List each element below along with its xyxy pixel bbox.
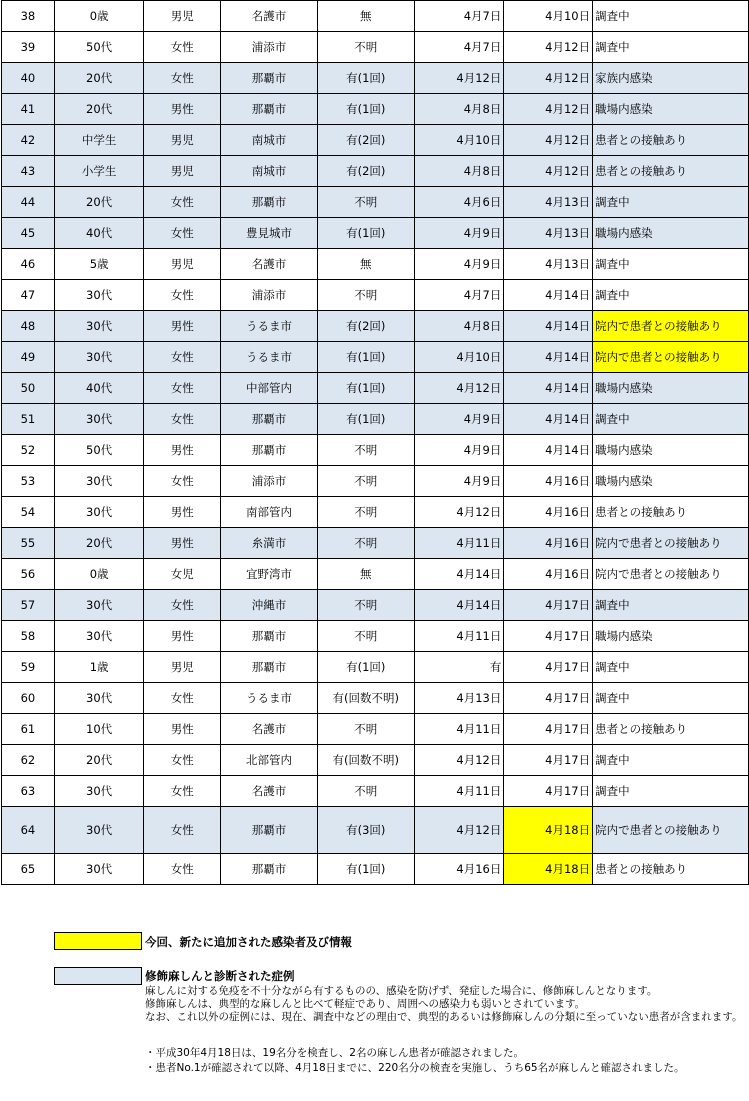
confirmed-date-cell: 4月12日 <box>504 156 593 187</box>
area-cell: 那覇市 <box>221 652 318 683</box>
age-cell: 30代 <box>54 776 144 807</box>
area-cell: 名護市 <box>221 714 318 745</box>
case-number: 51 <box>2 404 55 435</box>
infection-route-cell: 調査中 <box>593 249 749 280</box>
new-info-label: 今回、新たに追加された感染者及び情報 <box>145 935 352 949</box>
sex-cell: 男児 <box>144 249 221 280</box>
infection-route-cell: 職場内感染 <box>593 435 749 466</box>
area-cell: 那覇市 <box>221 621 318 652</box>
vaccination-cell: 有(1回) <box>317 342 414 373</box>
infection-route-cell: 患者との接触あり <box>593 125 749 156</box>
table-row <box>2 435 749 466</box>
vaccination-cell: 無 <box>317 1 414 32</box>
confirmed-date-cell: 4月10日 <box>504 1 593 32</box>
area-cell: 浦添市 <box>221 466 318 497</box>
confirmed-date-cell: 4月13日 <box>504 249 593 280</box>
area-cell: 糸満市 <box>221 528 318 559</box>
table-row <box>2 497 749 528</box>
onset-date-cell: 4月13日 <box>414 683 504 714</box>
age-cell: 50代 <box>54 435 144 466</box>
sex-cell: 女性 <box>144 745 221 776</box>
table-row <box>2 218 749 249</box>
confirmed-date-cell: 4月17日 <box>504 652 593 683</box>
sex-cell: 女性 <box>144 807 221 854</box>
table-row <box>2 249 749 280</box>
infection-route-cell: 職場内感染 <box>593 94 749 125</box>
area-cell: 名護市 <box>221 1 318 32</box>
infection-route-cell: 患者との接触あり <box>593 714 749 745</box>
table-row <box>2 528 749 559</box>
table-row <box>2 156 749 187</box>
case-number: 56 <box>2 559 55 590</box>
area-cell: 宜野湾市 <box>221 559 318 590</box>
vaccination-cell: 有(2回) <box>317 311 414 342</box>
sex-cell: 男児 <box>144 125 221 156</box>
age-cell: 20代 <box>54 63 144 94</box>
area-cell: 名護市 <box>221 776 318 807</box>
age-cell: 中学生 <box>54 125 144 156</box>
measles-note: なお、これ以外の症例には、現在、調査中などの理由で、典型的あるいは修飾麻しんの分類に至っていない患者が含まれます。 <box>145 1011 743 1023</box>
sex-cell: 男性 <box>144 311 221 342</box>
infection-route-cell: 家族内感染 <box>593 63 749 94</box>
case-number: 41 <box>2 94 55 125</box>
area-cell: 北部管内 <box>221 745 318 776</box>
vaccination-cell: 不明 <box>317 32 414 63</box>
confirmed-date-cell: 4月14日 <box>504 404 593 435</box>
confirmed-date-cell: 4月16日 <box>504 497 593 528</box>
confirmed-date-cell: 4月12日 <box>504 94 593 125</box>
onset-date-cell: 4月7日 <box>414 1 504 32</box>
area-cell: 中部管内 <box>221 373 318 404</box>
infection-route-cell: 調査中 <box>593 776 749 807</box>
age-cell: 30代 <box>54 280 144 311</box>
table-row <box>2 745 749 776</box>
area-cell: 那覇市 <box>221 854 318 885</box>
case-table-body <box>2 1 749 885</box>
case-number: 53 <box>2 466 55 497</box>
case-number: 45 <box>2 218 55 249</box>
table-row <box>2 466 749 497</box>
age-cell: 0歳 <box>54 1 144 32</box>
sex-cell: 男性 <box>144 497 221 528</box>
footnote: ・平成30年4月18日は、19名分を検査し、2名の麻しん患者が確認されました。 <box>145 1047 524 1059</box>
confirmed-date-cell: 4月14日 <box>504 342 593 373</box>
vaccination-cell: 有(1回) <box>317 63 414 94</box>
age-cell: 0歳 <box>54 559 144 590</box>
onset-date-cell: 4月7日 <box>414 32 504 63</box>
infection-route-cell: 調査中 <box>593 1 749 32</box>
table-row <box>2 404 749 435</box>
onset-date-cell: 4月9日 <box>414 435 504 466</box>
case-number: 61 <box>2 714 55 745</box>
vaccination-cell: 不明 <box>317 714 414 745</box>
onset-date-cell: 4月9日 <box>414 249 504 280</box>
table-row <box>2 652 749 683</box>
sex-cell: 女性 <box>144 342 221 373</box>
infection-route-cell: 調査中 <box>593 404 749 435</box>
area-cell: 那覇市 <box>221 94 318 125</box>
table-row <box>2 63 749 94</box>
confirmed-date-cell: 4月14日 <box>504 435 593 466</box>
sex-cell: 女性 <box>144 404 221 435</box>
confirmed-date-cell: 4月14日 <box>504 373 593 404</box>
onset-date-cell: 4月8日 <box>414 94 504 125</box>
confirmed-date-cell: 4月17日 <box>504 776 593 807</box>
table-row <box>2 280 749 311</box>
case-number: 46 <box>2 249 55 280</box>
area-cell: 那覇市 <box>221 63 318 94</box>
case-number: 44 <box>2 187 55 218</box>
onset-date-cell: 4月8日 <box>414 156 504 187</box>
onset-date-cell: 4月12日 <box>414 63 504 94</box>
onset-date-cell: 4月11日 <box>414 621 504 652</box>
onset-date-cell: 4月14日 <box>414 559 504 590</box>
infection-route-cell: 職場内感染 <box>593 373 749 404</box>
vaccination-cell: 有(2回) <box>317 156 414 187</box>
case-number: 38 <box>2 1 55 32</box>
sex-cell: 男児 <box>144 652 221 683</box>
area-cell: 那覇市 <box>221 435 318 466</box>
sex-cell: 女性 <box>144 590 221 621</box>
onset-date-cell: 有 <box>414 652 504 683</box>
area-cell: 那覇市 <box>221 807 318 854</box>
area-cell: 南部管内 <box>221 497 318 528</box>
measles-swatch <box>54 967 142 985</box>
confirmed-date-cell: 4月16日 <box>504 559 593 590</box>
age-cell: 30代 <box>54 590 144 621</box>
case-number: 47 <box>2 280 55 311</box>
case-number: 55 <box>2 528 55 559</box>
table-row <box>2 94 749 125</box>
age-cell: 30代 <box>54 466 144 497</box>
age-cell: 30代 <box>54 497 144 528</box>
table-row <box>2 125 749 156</box>
confirmed-date-cell: 4月12日 <box>504 32 593 63</box>
infection-route-cell: 患者との接触あり <box>593 156 749 187</box>
infection-route-cell: 調査中 <box>593 187 749 218</box>
table-row <box>2 373 749 404</box>
vaccination-cell: 無 <box>317 559 414 590</box>
onset-date-cell: 4月6日 <box>414 187 504 218</box>
confirmed-date-cell: 4月17日 <box>504 590 593 621</box>
table-row <box>2 32 749 63</box>
table-row <box>2 311 749 342</box>
age-cell: 40代 <box>54 373 144 404</box>
vaccination-cell: 有(2回) <box>317 125 414 156</box>
table-row <box>2 807 749 854</box>
case-number: 60 <box>2 683 55 714</box>
confirmed-date-cell: 4月17日 <box>504 714 593 745</box>
case-number: 40 <box>2 63 55 94</box>
case-number: 39 <box>2 32 55 63</box>
vaccination-cell: 不明 <box>317 776 414 807</box>
infection-route-cell: 院内で患者との接触あり <box>593 807 749 854</box>
infection-route-cell: 調査中 <box>593 590 749 621</box>
infection-route-cell: 患者との接触あり <box>593 497 749 528</box>
sex-cell: 女性 <box>144 218 221 249</box>
sex-cell: 男性 <box>144 435 221 466</box>
area-cell: 名護市 <box>221 249 318 280</box>
vaccination-cell: 有(1回) <box>317 218 414 249</box>
infection-route-cell: 院内で患者との接触あり <box>593 342 749 373</box>
sex-cell: 男児 <box>144 1 221 32</box>
table-row <box>2 590 749 621</box>
confirmed-date-cell: 4月14日 <box>504 311 593 342</box>
vaccination-cell: 有(1回) <box>317 404 414 435</box>
infection-route-cell: 院内で患者との接触あり <box>593 311 749 342</box>
onset-date-cell: 4月12日 <box>414 745 504 776</box>
sex-cell: 女性 <box>144 187 221 218</box>
confirmed-date-cell: 4月12日 <box>504 125 593 156</box>
age-cell: 20代 <box>54 94 144 125</box>
age-cell: 30代 <box>54 311 144 342</box>
area-cell: 南城市 <box>221 156 318 187</box>
infection-route-cell: 調査中 <box>593 745 749 776</box>
onset-date-cell: 4月7日 <box>414 280 504 311</box>
confirmed-date-cell: 4月16日 <box>504 528 593 559</box>
area-cell: うるま市 <box>221 311 318 342</box>
sex-cell: 男性 <box>144 621 221 652</box>
vaccination-cell: 有(回数不明) <box>317 683 414 714</box>
sex-cell: 女性 <box>144 854 221 885</box>
age-cell: 30代 <box>54 807 144 854</box>
onset-date-cell: 4月12日 <box>414 497 504 528</box>
age-cell: 30代 <box>54 854 144 885</box>
sex-cell: 女性 <box>144 776 221 807</box>
table-row <box>2 621 749 652</box>
case-number: 42 <box>2 125 55 156</box>
age-cell: 30代 <box>54 342 144 373</box>
area-cell: うるま市 <box>221 683 318 714</box>
case-number: 54 <box>2 497 55 528</box>
onset-date-cell: 4月14日 <box>414 590 504 621</box>
confirmed-date-cell: 4月14日 <box>504 280 593 311</box>
vaccination-cell: 有(1回) <box>317 854 414 885</box>
age-cell: 50代 <box>54 32 144 63</box>
sex-cell: 女性 <box>144 32 221 63</box>
age-cell: 20代 <box>54 745 144 776</box>
onset-date-cell: 4月10日 <box>414 125 504 156</box>
case-number: 62 <box>2 745 55 776</box>
sex-cell: 女性 <box>144 63 221 94</box>
age-cell: 40代 <box>54 218 144 249</box>
age-cell: 30代 <box>54 683 144 714</box>
infection-route-cell: 職場内感染 <box>593 466 749 497</box>
onset-date-cell: 4月12日 <box>414 373 504 404</box>
area-cell: 南城市 <box>221 125 318 156</box>
onset-date-cell: 4月12日 <box>414 807 504 854</box>
vaccination-cell: 有(回数不明) <box>317 745 414 776</box>
table-row <box>2 854 749 885</box>
table-row <box>2 683 749 714</box>
infection-route-cell: 院内で患者との接触あり <box>593 559 749 590</box>
area-cell: 沖縄市 <box>221 590 318 621</box>
vaccination-cell: 不明 <box>317 497 414 528</box>
infection-route-cell: 院内で患者との接触あり <box>593 528 749 559</box>
onset-date-cell: 4月9日 <box>414 466 504 497</box>
measles-label: 修飾麻しんと診断された症例 <box>145 969 295 983</box>
sex-cell: 女児 <box>144 559 221 590</box>
vaccination-cell: 不明 <box>317 621 414 652</box>
case-number: 48 <box>2 311 55 342</box>
age-cell: 5歳 <box>54 249 144 280</box>
case-number: 50 <box>2 373 55 404</box>
confirmed-date-cell: 4月17日 <box>504 745 593 776</box>
case-number: 49 <box>2 342 55 373</box>
onset-date-cell: 4月9日 <box>414 404 504 435</box>
confirmed-date-cell: 4月17日 <box>504 683 593 714</box>
area-cell: 豊見城市 <box>221 218 318 249</box>
vaccination-cell: 不明 <box>317 280 414 311</box>
sex-cell: 男性 <box>144 94 221 125</box>
age-cell: 20代 <box>54 528 144 559</box>
table-row <box>2 342 749 373</box>
table-row <box>2 1 749 32</box>
sex-cell: 男性 <box>144 714 221 745</box>
case-number: 52 <box>2 435 55 466</box>
onset-date-cell: 4月9日 <box>414 218 504 249</box>
vaccination-cell: 不明 <box>317 590 414 621</box>
case-number: 63 <box>2 776 55 807</box>
onset-date-cell: 4月8日 <box>414 311 504 342</box>
age-cell: 10代 <box>54 714 144 745</box>
onset-date-cell: 4月16日 <box>414 854 504 885</box>
infection-route-cell: 調査中 <box>593 652 749 683</box>
sex-cell: 女性 <box>144 683 221 714</box>
area-cell: 那覇市 <box>221 187 318 218</box>
sex-cell: 女性 <box>144 466 221 497</box>
vaccination-cell: 不明 <box>317 187 414 218</box>
onset-date-cell: 4月11日 <box>414 528 504 559</box>
vaccination-cell: 不明 <box>317 466 414 497</box>
sex-cell: 男児 <box>144 156 221 187</box>
vaccination-cell: 有(3回) <box>317 807 414 854</box>
vaccination-cell: 有(1回) <box>317 94 414 125</box>
age-cell: 30代 <box>54 404 144 435</box>
sex-cell: 女性 <box>144 280 221 311</box>
confirmed-date-cell: 4月13日 <box>504 187 593 218</box>
age-cell: 30代 <box>54 621 144 652</box>
infection-route-cell: 調査中 <box>593 280 749 311</box>
area-cell: 浦添市 <box>221 280 318 311</box>
confirmed-date-cell: 4月18日 <box>504 854 593 885</box>
vaccination-cell: 無 <box>317 249 414 280</box>
onset-date-cell: 4月10日 <box>414 342 504 373</box>
sex-cell: 女性 <box>144 373 221 404</box>
age-cell: 1歳 <box>54 652 144 683</box>
measles-note: 麻しんに対する免疫を不十分ながら有するものの、感染を防げず、発症した場合に、修飾麻しんとなります。 <box>145 985 658 997</box>
area-cell: うるま市 <box>221 342 318 373</box>
area-cell: 浦添市 <box>221 32 318 63</box>
table-row <box>2 559 749 590</box>
confirmed-date-cell: 4月18日 <box>504 807 593 854</box>
vaccination-cell: 有(1回) <box>317 652 414 683</box>
case-table <box>1 0 749 885</box>
confirmed-date-cell: 4月17日 <box>504 621 593 652</box>
case-number: 59 <box>2 652 55 683</box>
case-number: 64 <box>2 807 55 854</box>
table-row <box>2 714 749 745</box>
age-cell: 小学生 <box>54 156 144 187</box>
infection-route-cell: 調査中 <box>593 32 749 63</box>
table-row <box>2 187 749 218</box>
infection-route-cell: 職場内感染 <box>593 218 749 249</box>
case-number: 43 <box>2 156 55 187</box>
confirmed-date-cell: 4月16日 <box>504 466 593 497</box>
new-info-swatch <box>54 932 142 950</box>
footnote: ・患者No.1が確認されて以降、4月18日までに、220名分の検査を実施し、うち65名が麻しんと確認されました。 <box>145 1062 685 1074</box>
confirmed-date-cell: 4月13日 <box>504 218 593 249</box>
onset-date-cell: 4月11日 <box>414 714 504 745</box>
area-cell: 那覇市 <box>221 404 318 435</box>
case-number: 65 <box>2 854 55 885</box>
case-number: 57 <box>2 590 55 621</box>
case-number: 58 <box>2 621 55 652</box>
measles-note: 修飾麻しんは、典型的な麻しんと比べて軽症であり、周囲への感染力も弱いとされています。 <box>145 998 586 1010</box>
confirmed-date-cell: 4月12日 <box>504 63 593 94</box>
infection-route-cell: 職場内感染 <box>593 621 749 652</box>
table-row <box>2 776 749 807</box>
sex-cell: 男性 <box>144 528 221 559</box>
infection-route-cell: 患者との接触あり <box>593 854 749 885</box>
infection-route-cell: 調査中 <box>593 683 749 714</box>
vaccination-cell: 不明 <box>317 435 414 466</box>
vaccination-cell: 不明 <box>317 528 414 559</box>
age-cell: 20代 <box>54 187 144 218</box>
vaccination-cell: 有(1回) <box>317 373 414 404</box>
onset-date-cell: 4月11日 <box>414 776 504 807</box>
